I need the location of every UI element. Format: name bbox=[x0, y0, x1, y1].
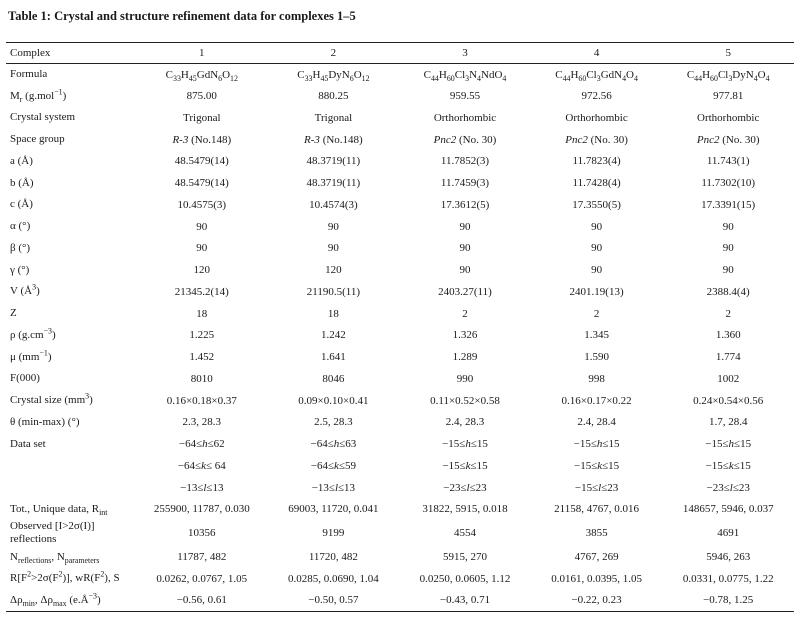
cell-complex-3: 2403.27(11) bbox=[438, 285, 492, 298]
header-row bbox=[6, 43, 794, 64]
table-row bbox=[6, 433, 794, 455]
row-label: α (°) bbox=[10, 220, 31, 233]
row-label: μ $(mm^{-1})$ bbox=[10, 347, 52, 363]
cell-complex-4: 4767, 269 bbox=[574, 551, 619, 564]
cell-complex-3: 959.55 bbox=[449, 90, 481, 103]
cell-complex-2: 90 bbox=[327, 220, 339, 233]
table-row bbox=[6, 346, 794, 368]
cell-complex-3: 4554 bbox=[453, 527, 476, 540]
header-complex-2: 2 bbox=[268, 43, 400, 64]
cell-complex-4: 17.3550(5) bbox=[572, 198, 621, 211]
table-row bbox=[6, 412, 794, 434]
table-row bbox=[6, 368, 794, 390]
cell-complex-5: 148657, 5946, 0.037 bbox=[682, 503, 774, 516]
cell-complex-2: $C_{33}H_{45}DyN_6O_{12}$ bbox=[297, 68, 370, 83]
cell-complex-5: $C_{44}H_{60}Cl_3DyN_4O_4$ bbox=[686, 68, 770, 83]
cell-complex-1: −64≤h≤62 bbox=[178, 438, 225, 451]
cell-complex-2: R-3 (No.148) bbox=[304, 133, 363, 146]
cell-complex-5: Pnc2 (No. 30) bbox=[696, 133, 760, 146]
cell-complex-1: 875.00 bbox=[186, 90, 217, 103]
table-row bbox=[6, 499, 794, 521]
row-label: Formula bbox=[10, 68, 48, 81]
table-row bbox=[6, 568, 794, 590]
cell-complex-4: 21158, 4767, 0.016 bbox=[554, 503, 639, 516]
cell-complex-1: 90 bbox=[196, 220, 208, 233]
cell-complex-3: Pnc2 (No. 30) bbox=[433, 133, 497, 146]
cell-complex-3: 1.326 bbox=[452, 329, 478, 342]
cell-complex-2: −64≤k≤59 bbox=[310, 459, 356, 472]
table-row bbox=[6, 281, 794, 303]
cell-complex-1: 120 bbox=[193, 264, 211, 277]
cell-complex-5: 4691 bbox=[717, 527, 740, 540]
cell-complex-4: −15≤h≤15 bbox=[573, 438, 620, 451]
cell-complex-3: 1.289 bbox=[452, 351, 478, 364]
table-caption bbox=[8, 9, 356, 24]
row-label: V $(Å^3)$ bbox=[10, 282, 40, 298]
cell-complex-2: −64≤h≤63 bbox=[310, 438, 357, 451]
row-label: Crystal system bbox=[10, 111, 76, 124]
cell-complex-3: 90 bbox=[459, 242, 471, 255]
cell-complex-4: 1.345 bbox=[584, 329, 609, 342]
cell-complex-4: 0.16×0.17×0.22 bbox=[561, 394, 632, 407]
row-label: b (Å) bbox=[10, 176, 34, 189]
table-row bbox=[6, 259, 794, 281]
cell-complex-4: −0.22, 0.23 bbox=[531, 590, 663, 612]
cell-complex-2: 0.0285, 0.0690, 1.04 bbox=[288, 572, 379, 585]
cell-complex-1: 2.3, 28.3 bbox=[182, 416, 222, 429]
cell-complex-5: 90 bbox=[722, 264, 734, 277]
row-label: Data set bbox=[10, 437, 46, 450]
table-row bbox=[6, 520, 794, 546]
row-label: Space group bbox=[10, 133, 65, 146]
cell-complex-2: 880.25 bbox=[318, 90, 349, 103]
table-row bbox=[6, 194, 794, 216]
cell-complex-4: Pnc2 (No. 30) bbox=[565, 133, 628, 146]
cell-complex-3: 5915, 270 bbox=[442, 551, 487, 564]
cell-complex-4: 972.56 bbox=[581, 90, 612, 103]
cell-complex-5: 1.7, 28.4 bbox=[708, 416, 748, 429]
cell-complex-3: 2 bbox=[462, 307, 468, 320]
table-row bbox=[6, 303, 794, 325]
cell-complex-1: 11787, 482 bbox=[177, 551, 227, 564]
cell-complex-3: 0.11×0.52×0.58 bbox=[430, 394, 500, 407]
cell-complex-1: 10.4575(3) bbox=[177, 198, 227, 211]
cell-complex-5: 0.24×0.54×0.56 bbox=[693, 394, 764, 407]
row-label: F(000) bbox=[10, 372, 40, 385]
cell-complex-1: 90 bbox=[196, 242, 208, 255]
cell-complex-1: 0.0262, 0.0767, 1.05 bbox=[156, 572, 248, 585]
cell-complex-4: 11.7823(4) bbox=[572, 155, 621, 168]
cell-complex-3: $C_{44}H_{60}Cl_3N_4NdO_4$ bbox=[423, 68, 507, 83]
row-label: Tot., Unique data, $R_{int}$ bbox=[10, 502, 108, 518]
table-row bbox=[6, 85, 794, 107]
cell-complex-4: 90 bbox=[591, 264, 603, 277]
cell-complex-5: 2 bbox=[725, 307, 731, 320]
cell-complex-2: 10.4574(3) bbox=[309, 198, 358, 211]
row-label: β (°) bbox=[10, 241, 31, 254]
cell-complex-2: 18 bbox=[327, 307, 339, 320]
table-header bbox=[6, 43, 794, 64]
cell-complex-2: 1.641 bbox=[321, 351, 346, 364]
cell-complex-1: Trigonal bbox=[183, 111, 221, 124]
cell-complex-2: Trigonal bbox=[314, 111, 353, 124]
cell-complex-2: 48.3719(11) bbox=[306, 177, 361, 190]
cell-complex-1: 1.452 bbox=[189, 351, 215, 364]
cell-complex-5: −23≤l≤23 bbox=[706, 481, 750, 494]
cell-complex-5: 90 bbox=[722, 242, 734, 255]
row-label: Crystal size $(mm^3)$ bbox=[10, 391, 93, 407]
table-row bbox=[6, 546, 794, 568]
cell-complex-4: 90 bbox=[591, 220, 603, 233]
cell-complex-1: 0.16×0.18×0.37 bbox=[166, 394, 237, 407]
cell-complex-3: 90 bbox=[459, 264, 471, 277]
cell-complex-1: 48.5479(14) bbox=[174, 177, 229, 190]
caption-label: Table 1: bbox=[8, 9, 51, 23]
cell-complex-2: 8046 bbox=[322, 372, 345, 385]
cell-complex-1: 255900, 11787, 0.030 bbox=[153, 503, 250, 516]
cell-complex-5: 1.774 bbox=[715, 351, 741, 364]
cell-complex-3: −23≤l≤23 bbox=[443, 481, 487, 494]
cell-complex-3: 90 bbox=[459, 220, 471, 233]
cell-complex-2: 90 bbox=[327, 242, 339, 255]
row-label: $\Delta\rho_{min}$, $\Delta\rho_{max}$ $(e.Å^{-3})$ bbox=[6, 590, 136, 612]
cell-complex-1: R-3 (No.148) bbox=[172, 133, 232, 146]
cell-complex-1: 8010 bbox=[190, 372, 213, 385]
header-label: Complex bbox=[6, 43, 136, 64]
cell-complex-1: −13≤l≤13 bbox=[180, 481, 224, 494]
cell-complex-5: 11.743(1) bbox=[706, 155, 750, 168]
row-label: γ (°) bbox=[10, 263, 30, 276]
cell-complex-5: 90 bbox=[722, 220, 734, 233]
cell-complex-4: 2.4, 28.4 bbox=[577, 416, 616, 429]
cell-complex-5: 17.3391(15) bbox=[701, 198, 756, 211]
header-complex-1: 1 bbox=[136, 43, 268, 64]
row-label: Z bbox=[10, 307, 17, 320]
cell-complex-5: −15≤h≤15 bbox=[705, 438, 752, 451]
cell-complex-5: 11.7302(10) bbox=[701, 177, 756, 190]
cell-complex-5: 0.0331, 0.0775, 1.22 bbox=[682, 572, 774, 585]
table-row bbox=[6, 129, 794, 151]
cell-complex-2: 9199 bbox=[322, 527, 345, 540]
cell-complex-1: −64≤k≤ 64 bbox=[177, 459, 226, 472]
cell-complex-3: −15≤h≤15 bbox=[442, 438, 488, 451]
cell-complex-2: 2.5, 28.3 bbox=[314, 416, 353, 429]
table-row bbox=[6, 151, 794, 173]
table-row bbox=[6, 390, 794, 412]
table-row bbox=[6, 325, 794, 347]
table-row bbox=[6, 238, 794, 260]
cell-complex-4: 11.7428(4) bbox=[572, 177, 621, 190]
cell-complex-2: 21190.5(11) bbox=[306, 285, 361, 298]
cell-complex-4: 2401.19(13) bbox=[569, 285, 624, 298]
cell-complex-2: 1.242 bbox=[321, 329, 346, 342]
row-label bbox=[6, 477, 136, 499]
cell-complex-4: 90 bbox=[591, 242, 603, 255]
cell-complex-4: 1.590 bbox=[584, 351, 609, 364]
cell-complex-1: $C_{33}H_{45}GdN_6O_{12}$ bbox=[165, 68, 238, 83]
row-label: Observed [I>2σ(I)] reflections bbox=[10, 520, 95, 546]
cell-complex-1: −0.56, 0.61 bbox=[136, 590, 268, 612]
cell-complex-4: 998 bbox=[588, 372, 605, 385]
caption-text: Crystal and structure refinement data for complexes 1–5 bbox=[54, 9, 356, 23]
cell-complex-2: 120 bbox=[325, 264, 342, 277]
row-label: $M_r$ (g.mol$^{-1}$) bbox=[10, 86, 67, 104]
table-row bbox=[6, 590, 794, 612]
cell-complex-1: 18 bbox=[196, 307, 208, 320]
cell-complex-3: 2.4, 28.3 bbox=[445, 416, 485, 429]
table-row bbox=[6, 216, 794, 238]
cell-complex-5: Orthorhombic bbox=[697, 111, 760, 124]
cell-complex-5: 977.81 bbox=[713, 90, 744, 103]
cell-complex-3: −15≤k≤15 bbox=[442, 459, 488, 472]
cell-complex-2: −0.50, 0.57 bbox=[268, 590, 400, 612]
cell-complex-4: −15≤k≤15 bbox=[573, 459, 620, 472]
table-row bbox=[6, 172, 794, 194]
row-label: c (Å) bbox=[10, 198, 33, 211]
cell-complex-3: 990 bbox=[456, 372, 474, 385]
cell-complex-4: 2 bbox=[593, 307, 600, 320]
cell-complex-5: 5946, 263 bbox=[706, 551, 751, 564]
cell-complex-3: 31822, 5915, 0.018 bbox=[422, 503, 508, 516]
row-label: θ (min-max) (°) bbox=[10, 415, 80, 428]
cell-complex-3: 17.3612(5) bbox=[440, 198, 490, 211]
cell-complex-1: 1.225 bbox=[189, 329, 215, 342]
cell-complex-2: −13≤l≤13 bbox=[311, 481, 356, 494]
row-label: $N_{reflections}$, $N_{parameters}$ bbox=[10, 550, 100, 565]
cell-complex-1: 21345.2(14) bbox=[174, 285, 229, 298]
cell-complex-4: $C_{44}H_{60}Cl_3GdN_4O_4$ bbox=[555, 68, 638, 83]
table-row bbox=[6, 107, 794, 129]
cell-complex-4: 3855 bbox=[585, 527, 608, 540]
cell-complex-3: 11.7852(3) bbox=[440, 155, 490, 168]
table-row bbox=[6, 477, 794, 499]
table-body bbox=[6, 64, 794, 612]
cell-complex-5: −15≤k≤15 bbox=[705, 459, 751, 472]
cell-complex-3: 11.7459(3) bbox=[440, 177, 490, 190]
cell-complex-4: Orthorhombic bbox=[565, 111, 628, 124]
cell-complex-3: −0.43, 0.71 bbox=[399, 590, 531, 612]
cell-complex-3: Orthorhombic bbox=[433, 111, 497, 124]
cell-complex-5: 2388.4(4) bbox=[706, 285, 750, 298]
header-complex-5: 5 bbox=[662, 43, 794, 64]
cell-complex-4: 0.0161, 0.0395, 1.05 bbox=[551, 572, 642, 585]
row-label: $R[F^2>2\sigma(F^2)]$, $wR(F^2)$, S bbox=[10, 569, 120, 585]
cell-complex-1: 10356 bbox=[188, 527, 216, 540]
cell-complex-5: −0.78, 1.25 bbox=[662, 590, 794, 612]
table-row bbox=[6, 64, 794, 86]
cell-complex-2: 0.09×0.10×0.41 bbox=[298, 394, 369, 407]
row-label: a (Å) bbox=[10, 154, 33, 167]
cell-complex-3: 0.0250, 0.0605, 1.12 bbox=[419, 572, 511, 585]
header-complex-4: 4 bbox=[531, 43, 663, 64]
crystal-data-table bbox=[6, 42, 794, 612]
table-row bbox=[6, 455, 794, 477]
header-complex-3: 3 bbox=[399, 43, 531, 64]
cell-complex-2: 48.3719(11) bbox=[306, 155, 361, 168]
cell-complex-5: 1.360 bbox=[715, 329, 741, 342]
row-label: ρ $(g.cm^{-3})$ bbox=[10, 326, 56, 341]
row-label bbox=[6, 455, 136, 477]
cell-complex-4: −15≤l≤23 bbox=[574, 481, 619, 494]
cell-complex-5: 1002 bbox=[717, 372, 740, 385]
cell-complex-2: 69003, 11720, 0.041 bbox=[288, 503, 379, 516]
cell-complex-1: 48.5479(14) bbox=[174, 155, 229, 168]
cell-complex-2: 11720, 482 bbox=[308, 551, 358, 564]
